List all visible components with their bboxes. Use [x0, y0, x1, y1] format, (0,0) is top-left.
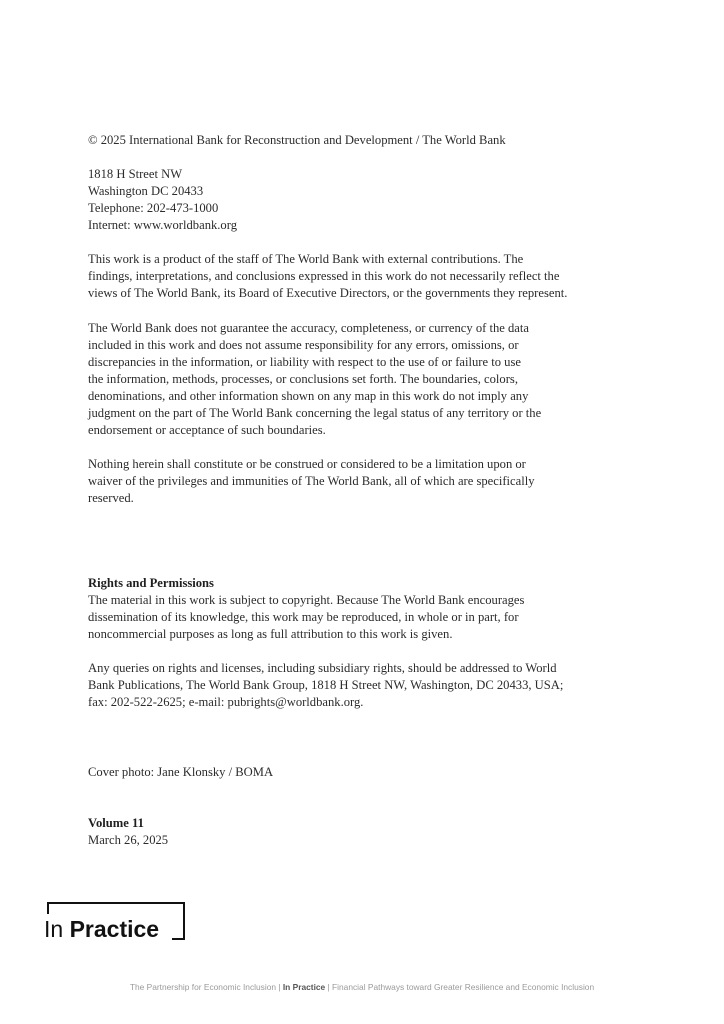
footer-series: In Practice — [282, 982, 326, 992]
text-line: fax: 202-522-2625; e-mail: pubrights@worldbank.org. — [88, 695, 364, 709]
volume-block — [88, 815, 634, 849]
text-line: noncommercial purposes as long as full attribution to this work is given. — [88, 627, 453, 641]
text-line: dissemination of its knowledge, this work may be reproduced, in whole or in part, for — [88, 610, 519, 624]
rights-section — [88, 575, 634, 643]
logo-word-practice: Practice — [69, 916, 160, 942]
text-line: reserved. — [88, 491, 134, 505]
text-line: endorsement or acceptance of such boundaries. — [88, 423, 326, 437]
page-footer — [0, 982, 724, 993]
logo-word-in: In — [44, 916, 64, 942]
text-line: Bank Publications, The World Bank Group, 1818 H Street NW, Washington, DC 20433, USA; — [88, 678, 564, 692]
text-line: views of The World Bank, its Board of Executive Directors, or the governments they represent. — [88, 286, 568, 300]
copyright-block — [88, 132, 634, 149]
logo-frame-bottom — [172, 938, 185, 940]
text-line: waiver of the privileges and immunities of The World Bank, all of which are specifically — [88, 474, 535, 488]
footer-org: The Partnership for Economic Inclusion | — [129, 982, 283, 992]
rights-paragraph-2 — [88, 660, 634, 711]
text-line: judgment on the part of The World Bank concerning the legal status of any territory or the — [88, 406, 542, 420]
rights-heading: Rights and Permissions — [88, 576, 214, 590]
disclaimer-paragraph-1 — [88, 251, 634, 302]
cover-photo-text: Cover photo: Jane Klonsky / BOMA — [88, 765, 274, 779]
logo-frame-left — [47, 902, 49, 914]
disclaimer-paragraph-3 — [88, 456, 634, 507]
address-internet: Internet: www.worldbank.org — [88, 218, 237, 232]
address-telephone: Telephone: 202-473-1000 — [88, 201, 219, 215]
text-line: denominations, and other information shown on any map in this work do not imply any — [88, 389, 529, 403]
text-line: Nothing herein shall constitute or be construed or considered to be a limitation upon or — [88, 457, 526, 471]
logo-text — [44, 916, 159, 942]
disclaimer-paragraph-2 — [88, 320, 634, 439]
text-line: The material in this work is subject to copyright. Because The World Bank encourages — [88, 593, 525, 607]
volume-label: Volume 11 — [88, 816, 144, 830]
address-street: 1818 H Street NW — [88, 167, 183, 181]
text-line: Any queries on rights and licenses, including subsidiary rights, should be addressed to World — [88, 661, 557, 675]
text-line: The World Bank does not guarantee the accuracy, completeness, or currency of the data — [88, 321, 529, 335]
logo-frame-right — [183, 902, 185, 940]
text-line: discrepancies in the information, or liability with respect to the use of or failure to use — [88, 355, 521, 369]
logo-frame-top — [47, 902, 185, 904]
copyright-line: © 2025 International Bank for Reconstruction and Development / The World Bank — [88, 133, 506, 147]
address-block — [88, 166, 634, 234]
volume-date: March 26, 2025 — [88, 833, 169, 847]
footer-title: | Financial Pathways toward Greater Resilience and Economic Inclusion — [325, 982, 595, 992]
text-line: the information, methods, processes, or conclusions set forth. The boundaries, colors, — [88, 372, 518, 386]
cover-photo-credit — [88, 764, 634, 781]
text-line: included in this work and does not assume responsibility for any errors, omissions, or — [88, 338, 519, 352]
address-city: Washington DC 20433 — [88, 184, 204, 198]
text-line: This work is a product of the staff of The World Bank with external contributions. The — [88, 252, 524, 266]
text-line: findings, interpretations, and conclusions expressed in this work do not necessarily reflect the — [88, 269, 560, 283]
in-practice-logo — [44, 902, 186, 942]
